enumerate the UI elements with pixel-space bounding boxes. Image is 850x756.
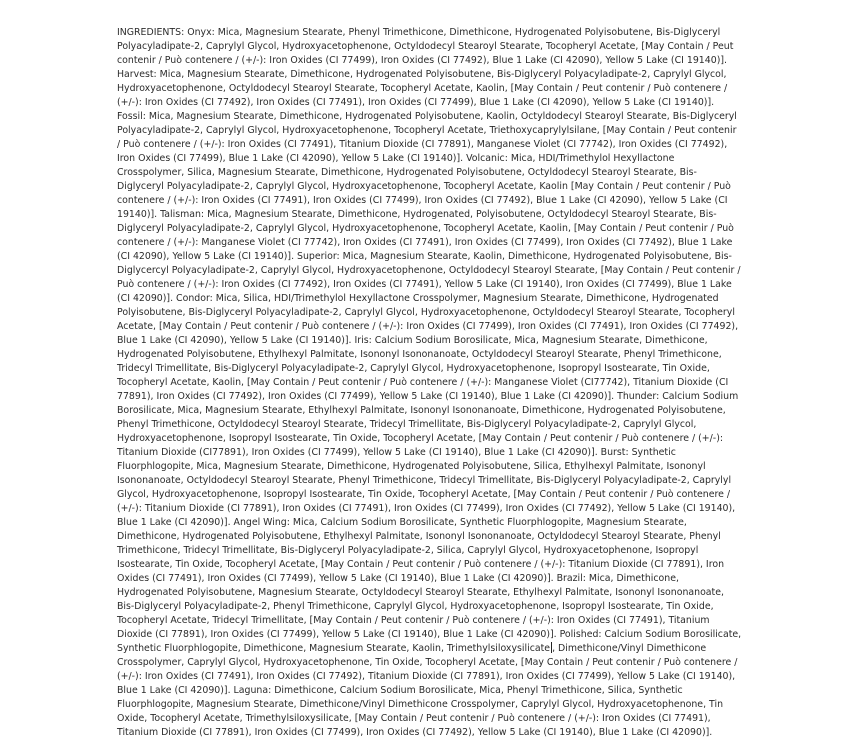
ingredients-text[interactable] bbox=[117, 26, 742, 740]
ingredients-text-after-cursor: , Dimethicone/Vinyl Dimethicone Crosspolymer, Caprylyl Glycol, Hydroxyacetophenone, Tin Oxide, Tocopheryl Acetate, [May Contain / Peut contenir / Può contenere / (+/-): Iron Oxides (CI 77491), Iron Oxides (CI 77492), Titanium Dioxide (CI 77891), Iron Oxides (CI 77499), Yellow 5 Lake (CI 19140), Blue 1 Lake (CI 42090)]. Laguna: Dimethicone, Calcium Sodium Borosilicate, Mica, Phenyl Trimethicone, Silica, Synthetic Fluorphlogopite, Magnesium Stearate, Dimethicone/Vinyl Dimethicone Crosspolymer, Caprylyl Glycol, Hydroxyacetophenone, Tin Oxide, Tocopheryl Acetate, Trimethylsiloxysilicate, [May Contain / Peut contenir / Può contenere / (+/-): Iron Oxides (CI 77491), Titanium Dioxide (CI 77891), Iron Oxides (CI 77499), Iron Oxides (CI 77492), Yellow 5 Lake (CI 19140), Blue 1 Lake (CI 42090)]. bbox=[117, 643, 738, 738]
ingredients-text-before-cursor: INGREDIENTS: Onyx: Mica, Magnesium Stearate, Phenyl Trimethicone, Dimethicone, Hydrogenated Polyisobutene, Bis-Diglyceryl Polyacyladipate-2, Caprylyl Glycol, Hydroxyacetophenone, Octyldodecyl Stearoyl Stearate, Tocopheryl Acetate, [May Contain / Peut contenir / Può contenere / (+/-): Iron Oxides (CI 77499), Iron Oxides (CI 77492), Blue 1 Lake (CI 42090), Yellow 5 Lake (CI 19140)]. Harvest: Mica, Magnesium Stearate, Dimethicone, Hydrogenated Polyisobutene, Bis-Diglyceryl Polyacyladipate-2, Caprylyl Glycol, Hydroxyacetophenone, Octyldodecyl Stearoyl Stearate, Tocopheryl Acetate, Kaolin, [May Contain / Peut contenir / Può contenere / (+/-): Iron Oxides (CI 77492), Iron Oxides (CI 77491), Iron Oxides (CI 77499), Blue 1 Lake (CI 42090), Yellow 5 Lake (CI 19140)]. Fossil: Mica, Magnesium Stearate, Dimethicone, Hydrogenated Polyisobutene, Kaolin, Octyldodecyl Stearoyl Stearate, Bis-Diglyceryl Polyacyladipate-2, Caprylyl Glycol, Hydroxyacetophenone, Tocopheryl Acetate, Triethoxycaprylylsilane, [May Contain / Peut contenir / Può contenere / (+/-): Iron Oxides (CI 77491), Titanium Dioxide (CI 77891), Manganese Violet (CI 77742), Iron Oxides (CI 77492), Iron Oxides (CI 77499), Blue 1 Lake (CI 42090), Yellow 5 Lake (CI 19140)]. Volcanic: Mica, HDI/Trimethylol Hexyllactone Crosspolymer, Silica, Magnesium Stearate, Dimethicone, Hydrogenated Polyisobutene, Octyldodecyl Stearoyl Stearate, Bis-Diglyceryl Polyacyladipate-2, Caprylyl Glycol, Hydroxyacetophenone, Tocopheryl Acetate, Kaolin [May Contain / Peut contenir / Può contenere / (+/-): Iron Oxides (CI 77491), Iron Oxides (CI 77499), Iron Oxides (CI 77492), Blue 1 Lake (CI 42090), Yellow 5 Lake (CI 19140)]. Talisman: Mica, Magnesium Stearate, Dimethicone, Hydrogenated, Polyisobutene, Octyldodecyl Stearoyl Stearate, Bis-Diglyceryl Polyacyladipate-2, Caprylyl Glycol, Hydroxyacetophenone, Tocopheryl Acetate, Kaolin, [May Contain / Peut contenir / Può contenere / (+/-): Manganese Violet (CI 77742), Iron Oxides (CI 77491), Iron Oxides (CI 77499), Iron Oxides (CI 77492), Blue 1 Lake (CI 42090), Yellow 5 Lake (CI 19140)]. Superior: Mica, Magnesium Stearate, Kaolin, Dimethicone, Hydrogenated Polyisobutene, Bis-Diglycercyl Polyacyladipate-2, Caprylyl Glycol, Hydroxyacetophenone, Octyldodecyl Stearoyl Stearate, [May Contain / Peut contenir / Può contenere / (+/-): Iron Oxides (CI 77492), Iron Oxides (CI 77491), Yellow 5 Lake (CI 19140), Iron Oxides (CI 77499), Blue 1 Lake (CI 42090)]. Condor: Mica, Silica, HDI/Trimethylol Hexyllactone Crosspolymer, Magnesium Stearate, Dimethicone, Hydrogenated Polyisobutene, Bis-Diglyceryl Polyacyladipate-2, Caprylyl Glycol, Hydroxyacetophenone, Octyldodecyl Stearoyl Stearate, Tocopheryl Acetate, [May Contain / Peut contenir / Può contenere / (+/-): Iron Oxides (CI 77499), Iron Oxides (CI 77491), Iron Oxides (CI 77492), Blue 1 Lake (CI 42090), Yellow 5 Lake (CI 19140)]. Iris: Calcium Sodium Borosilicate, Mica, Magnesium Stearate, Dimethicone, Hydrogenated Polyisobutene, Ethylhexyl Palmitate, Isononyl Isononanoate, Octyldodecyl Stearoyl Stearate, Phenyl Trimethicone, Tridecyl Trimellitate, Bis-Diglyceryl Polyacyladipate-2, Caprylyl Glycol, Hydroxyacetophenone, Isopropyl Isostearate, Tin Oxide, Tocopheryl Acetate, Kaolin, [May Contain / Peut contenir / Può contenere / (+/-): Manganese Violet (CI77742), Titanium Dioxide (CI 77891), Iron Oxides (CI 77492), Iron Oxides (CI 77499), Yellow 5 Lake (CI 19140), Blue 1 Lake (CI 42090)]. Thunder: Calcium Sodium Borosilicate, Mica, Magnesium Stearate, Ethylhexyl Palmitate, Isononyl Isononanoate, Dimethicone, Hydrogenated Polyisobutene, Phenyl Trimethicone, Octyldodecyl Stearoyl Stearate, Tridecyl Trimellitate, Bis-Diglyceryl Polyacyladipate-2, Caprylyl Glycol, Hydroxyacetophenone, Isopropyl Isostearate, Tin Oxide, Tocopheryl Acetate, [May Contain / Peut contenir / Può contenere / (+/-): Titanium Dioxide (CI77891), Iron Oxides (CI 77499), Yellow 5 Lake (CI 19140), Blue 1 Lake (CI 42090)]. Burst: Synthetic Fluorphlogopite, Mica, Magnesium Stearate, Dimethicone, Hydrogenated Polyisobutene, Silica, Ethylhexyl Palmitate, Isononyl Isononanoate, Octyldodecyl Stearoyl Stearate, Phenyl Trimethicone, Tridecyl Trimellitate, Bis-Diglyceryl Polyacyladipate-2, Caprylyl Glycol, Hydroxyacetophenone, Isopropyl Isostearate, Tin Oxide, Tocopheryl Acetate, [May Contain / Peut contenir / Può contenere / (+/-): Titanium Dioxide (CI 77891), Iron Oxides (CI 77491), Iron Oxides (CI 77499), Iron Oxides (CI 77492), Yellow 5 Lake (CI 19140), Blue 1 Lake (CI 42090)]. Angel Wing: Mica, Calcium Sodium Borosilicate, Synthetic Fluorphlogopite, Magnesium Stearate, Dimethicone, Hydrogenated Polyisobutene, Ethylhexyl Palmitate, Isononyl Isononanoate, Octyldodecyl Stearoyl Stearate, Phenyl Trimethicone, Tridecyl Trimellitate, Bis-Diglyceryl Polyacyladipate-2, Silica, Caprylyl Glycol, Hydroxyacetophenone, Isopropyl Isostearate, Tin Oxide, Tocopheryl Acetate, [May Contain / Peut contenir / Può contenere / (+/-): Titanium Dioxide (CI 77891), Iron Oxides (CI 77491), Iron Oxides (CI 77499), Yellow 5 Lake (CI 19140), Blue 1 Lake (CI 42090)]. Brazil: Mica, Dimethicone, Hydrogenated Polyisobutene, Magnesium Stearate, Octyldodecyl Stearoyl Stearate, Ethylhexyl Palmitate, Isononyl Isononanoate, Bis-Diglyceryl Polyacyladipate-2, Phenyl Trimethicone, Caprylyl Glycol, Hydroxyacetophenone, Isopropyl Isostearate, Tin Oxide, Tocopheryl Acetate, Tridecyl Trimellitate, [May Contain / Peut contenir / Può contenere / (+/-): Iron Oxides (CI 77491), Titanium Dioxide (CI 77891), Iron Oxides (CI 77499), Yellow 5 Lake (CI 19140), Blue 1 Lake (CI 42090)]. Polished: Calcium Sodium Borosilicate, Synthetic Fluorphlogopite, Dimethicone, Magnesium Stearate, Kaolin, Trimethylsiloxysilicate bbox=[117, 27, 742, 654]
